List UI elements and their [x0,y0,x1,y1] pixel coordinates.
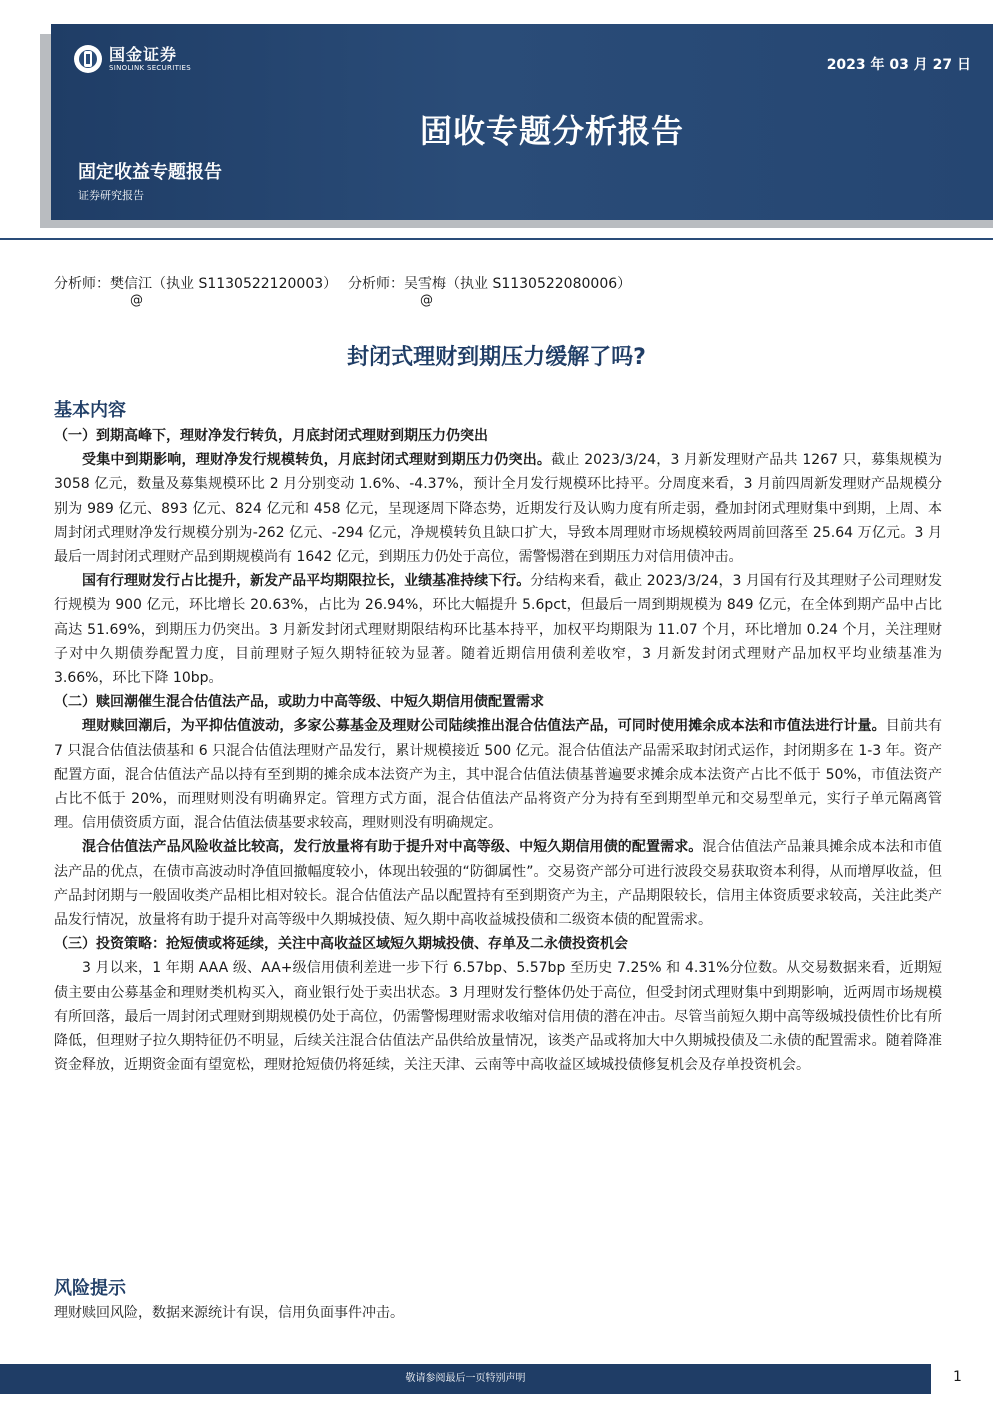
paragraph-1-text: 截止 2023/3/24，3 月新发理财产品共 1267 只，募集规模为 3058 亿元，数量及募集规模环比 2 月分别变动 1.6%、-4.37%，预计全月发行规模环比持平。分周度来看，3 月前四周新发理财产品规模分别为 989 亿元、893 亿元、824 亿元和 458 亿元，呈现逐周下降态势，近期发行及认购力度有所走弱，叠加封闭式理财集中到期，上周、本周封闭式理财净发行规模分别为-262 亿元、-294 亿元，净规模转负且缺口扩大，导致本周理财市场规模较两周前回落至 25.64 万亿元。3 月最后一周封闭式理财产品到期规模尚有 1642 亿元，到期压力仍处于高位，需警惕潜在到期压力对信用债冲击。 [54,452,942,566]
subheading-3: （三）投资策略：抢短债或将延续，关注中高收益区域短久期城投债、存单及二永债投资机会 [54,936,628,953]
footer-disclaimer[interactable]: 敬请参阅最后一页特别声明 [405,1373,526,1384]
analyst-2 [348,273,632,308]
analyst-1-label: 分析师：樊信江（执业 S1130522120003） [54,276,338,292]
paragraph-3-lead: 理财赎回潮后，为平抑估值波动，多家公募基金及理财公司陆续推出混合估值法产品，可同时使用摊余成本法和市值法进行计量。 [82,718,886,735]
main-content [54,424,942,1077]
section-heading-basic: 基本内容 [54,400,126,421]
report-header [51,24,993,220]
paragraph-4-text: 混合估值法产品兼具摊余成本法和市值法产品的优点，在债市高波动时净值回撤幅度较小，体现出较强的“防御属性”。交易资产部分可进行波段交易获取资本利得，从而增厚收益，但产品封闭期与一般固收类产品相比相对较长。混合估值法产品以配置持有至到期资产为主，产品期限较长，信用主体资质要求较高，关注此类产品发行情况，放量将有助于提升对高等级中久期城投债、短久期中高收益城投债和二级资本债的配置需求。 [54,839,943,929]
paragraph-2-lead: 国有行理财发行占比提升，新发产品平均期限拉长，业绩基准持续下行。 [82,573,531,590]
report-subcategory: 证券研究报告 [78,189,144,202]
document-title: 封闭式理财到期压力缓解了吗? [347,345,646,370]
page-number: 1 [953,1369,962,1385]
header-divider [0,238,993,240]
sinolink-logo-icon [73,44,103,74]
paragraph-4-lead: 混合估值法产品风险收益比较高，发行放量将有助于提升对中高等级、中短久期信用债的配置需求。 [82,839,703,856]
analyst-2-label: 分析师：吴雪梅（执业 S1130522080006） [348,276,632,292]
paragraph-2-text: 分结构来看，截止 2023/3/24，3 月国有行及其理财子公司理财发行规模为 900 亿元，环比增长 20.63%，占比为 26.94%，环比大幅提升 5.6pct，但最后一周到期规模为 849 亿元，在全体到期产品中占比高达 51.69%，到期压力仍突出。3 月新发封闭式理财期限结构环比基本持平，加权平均期限为 11.07 个月，环比增加 0.24 个月，关注理财子对中久期债券配置力度，目前理财子短久期特征较为显著。随着近期信用债利差收窄，3 月新发封闭式理财产品加权平均业绩基准为 3.66%，环比下降 10bp。 [54,573,943,687]
paragraph-5: 3 月以来，1 年期 AAA 级、AA+级信用债利差进一步下行 6.57bp、5.57bp 至历史 7.25% 和 4.31%分位数。从交易数据来看，近期短债主要由公募基金和理财类机构买入，商业银行处于卖出状态。3 月理财发行整体仍处于高位，但受封闭式理财集中到期影响，近两周市场规模有所回落，最后一周封闭式理财到期规模仍处于高位，仍需警惕理财需求收缩对信用债的潜在冲击。尽管当前短久期中高等级城投债性价比有所降低，但理财子拉久期特征仍不明显，后续关注混合估值法产品供给放量情况，该类产品或将加大中久期城投债及二永债的配置需求。随着降准资金释放，近期资金面有望宽松，理财抢短债仍将延续，关注天津、云南等中高收益区域城投债修复机会及存单投资机会。 [54,960,942,1074]
risk-text: 理财赎回风险，数据来源统计有误，信用负面事件冲击。 [54,1305,404,1321]
analyst-1 [54,273,338,308]
paragraph-3 [54,714,942,835]
paragraph-1-lead: 受集中到期影响，理财净发行规模转负，月底封闭式理财到期压力仍突出。 [82,452,552,469]
paragraph-3-text: 目前共有 7 只混合估值法债基和 6 只混合估值法理财产品发行，累计规模接近 500 亿元。混合估值法产品需采取封闭式运作，封闭期多在 1-3 年。资产配置方面，混合估值法产品以持有至到期的摊余成本法资产为主，其中混合估值法债基普遍要求摊余成本法资产占比不低于 50%，市值法资产占比不低于 20%，而理财则没有明确界定。管理方式方面，混合估值法产品将资产分为持有至到期型单元和交易型单元，实行子单元隔离管理。信用债资质方面，混合估值法债基要求较高，理财则没有明确规定。 [54,718,943,832]
company-logo [73,44,191,74]
report-category: 固定收益专题报告 [78,162,222,183]
analyst-2-email[interactable]: @ [420,293,433,308]
logo-name-en: SINOLINK SECURITIES [109,63,191,72]
subheading-1: （一）到期高峰下，理财净发行转负，月底封闭式理财到期压力仍突出 [54,428,488,444]
analyst-1-email[interactable]: @ [130,293,143,308]
paragraph-2 [54,569,942,690]
report-date: 2023 年 03 月 27 日 [826,57,971,73]
logo-name-cn: 国金证券 [109,44,178,64]
section-heading-risk: 风险提示 [54,1278,126,1299]
report-type-title: 固收专题分析报告 [419,112,684,150]
paragraph-1 [54,448,942,569]
paragraph-4 [54,835,942,932]
subheading-2: （二）赎回潮催生混合估值法产品，或助力中高等级、中短久期信用债配置需求 [54,694,544,711]
